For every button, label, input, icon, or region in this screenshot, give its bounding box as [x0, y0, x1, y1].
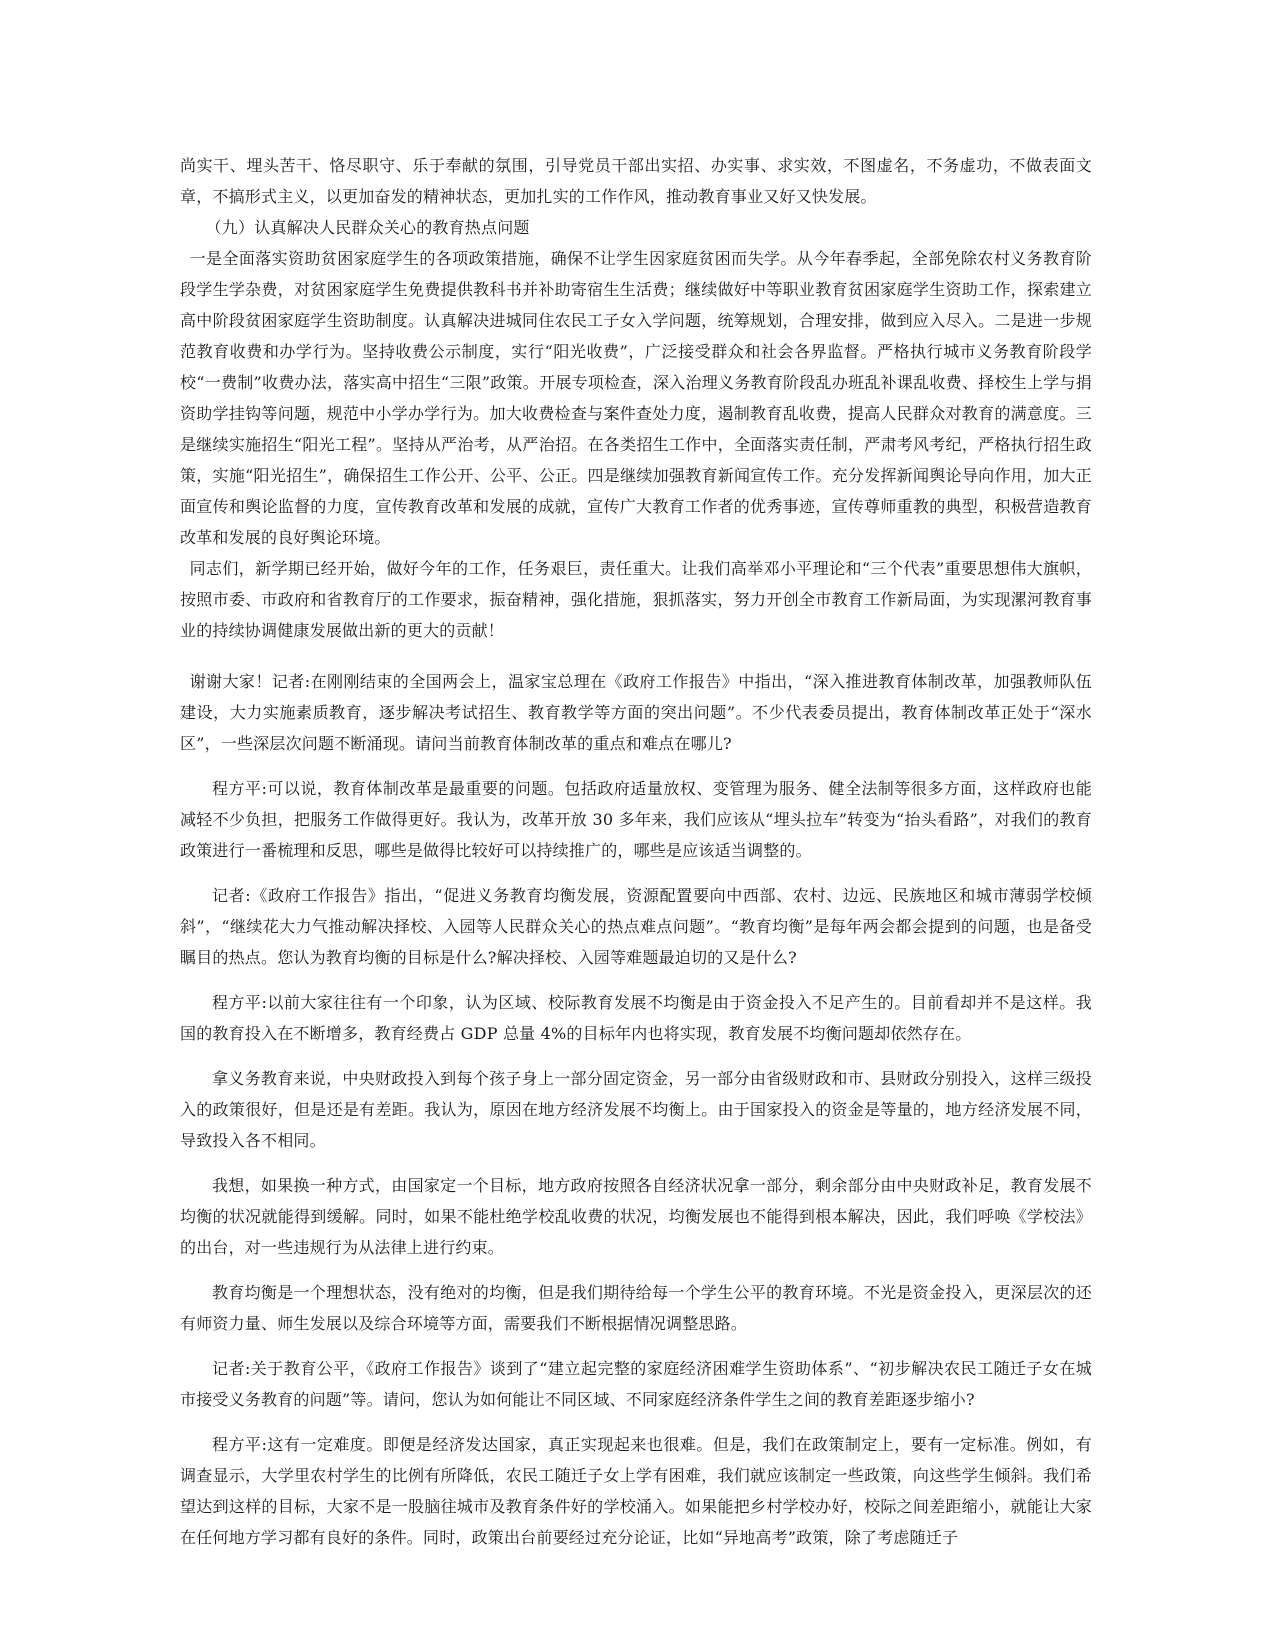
- paragraph-intro-continuation: 尚实干、埋头苦干、恪尽职守、乐于奉献的氛围，引导党员干部出实招、办实事、求实效，不图虚名，不务虚功，不做表面文章，不搞形式主义，以更加奋发的精神状态，更加扎实的工作作风，推动教育事业又好又快发展。: [180, 156, 1092, 206]
- document-page: [180, 150, 1092, 1553]
- paragraph-interview-a2-cont3: 教育均衡是一个理想状态，没有绝对的均衡，但是我们期待给每一个学生公平的教育环境。不光是资金投入，更深层次的还有师资力量、师生发展以及综合环境等方面，需要我们不断根据情况调整思路。: [180, 1283, 1092, 1333]
- paragraph-interview-a1: 程方平:可以说，教育体制改革是最重要的问题。包括政府适量放权、变管理为服务、健全法制等很多方面，这样政府也能减轻不少负担，把服务工作做得更好。我认为，改革开放 30 多年来，我们应该从“埋头拉车”转变为“抬头看路”，对我们的教育政策进行一番梳理和反思，哪些是做得比较好可以持续推广的，哪些是应该适当调整的。: [180, 779, 1092, 860]
- paragraph-interview-a2-cont1: 拿义务教育来说，中央财政投入到每个孩子身上一部分固定资金，另一部分由省级财政和市、县财政分别投入，这样三级投入的政策很好，但是还是有差距。我认为，原因在地方经济发展不均衡上。由于国家投入的资金是等量的，地方经济发展不同，导致投入各不相同。: [180, 1069, 1092, 1150]
- paragraph-interview-q1: 谢谢大家！记者:在刚刚结束的全国两会上，温家宝总理在《政府工作报告》中指出，“深入推进教育体制改革，加强教师队伍建设，大力实施素质教育，逐步解决考试招生、教育教学等方面的突出问题”。不少代表委员提出，教育体制改革正处于“深水区”，一些深层次问题不断涌现。请问当前教育体制改革的重点和难点在哪儿?: [180, 672, 1092, 753]
- paragraph-interview-q3: 记者:关于教育公平，《政府工作报告》谈到了“建立起完整的家庭经济困难学生资助体系”、“初步解决农民工随迁子女在城市接受义务教育的问题”等。请问，您认为如何能让不同区域、不同家庭经济条件学生之间的教育差距逐步缩小?: [180, 1359, 1092, 1409]
- paragraph-interview-q2: 记者:《政府工作报告》指出，“促进义务教育均衡发展，资源配置要向中西部、农村、边远、民族地区和城市薄弱学校倾斜”，“继续花大力气推动解决择校、入园等人民群众关心的热点难点问题”。“教育均衡”是每年两会都会提到的问题，也是备受瞩目的热点。您认为教育均衡的目标是什么?解决择校、入园等难题最迫切的又是什么?: [180, 886, 1092, 967]
- section-heading: （九）认真解决人民群众关心的教育热点问题: [205, 218, 530, 237]
- paragraph-interview-a2-cont2: 我想，如果换一种方式，由国家定一个目标，地方政府按照各自经济状况拿一部分，剩余部分由中央财政补足，教育发展不均衡的状况就能得到缓解。同时，如果不能杜绝学校乱收费的状况，均衡发展也不能得到根本解决，因此，我们呼唤《学校法》的出台，对一些违规行为从法律上进行约束。: [180, 1176, 1092, 1257]
- paragraph-interview-a3: 程方平:这有一定难度。即便是经济发达国家，真正实现起来也很难。但是，我们在政策制定上，要有一定标准。例如，有调查显示，大学里农村学生的比例有所降低，农民工随迁子女上学有困难，我们就应该制定一些政策，向这些学生倾斜。我们希望达到这样的目标，大家不是一股脑往城市及教育条件好的学校涌入。如果能把乡村学校办好，校际之间差距缩小，就能让大家在任何地方学习都有良好的条件。同时，政策出台前要经过充分论证，比如“异地高考”政策，除了考虑随迁子: [180, 1435, 1092, 1547]
- paragraph-interview-a2: 程方平:以前大家往往有一个印象，认为区域、校际教育发展不均衡是由于资金投入不足产生的。目前看却并不是这样。我国的教育投入在不断增多，教育经费占 GDP 总量 4%的目标年内也将实现，教育发展不均衡问题却依然存在。: [180, 993, 1092, 1043]
- paragraph-policy-measures: 一是全面落实资助贫困家庭学生的各项政策措施，确保不让学生因家庭贫困而失学。从今年春季起，全部免除农村义务教育阶段学生学杂费，对贫困家庭学生免费提供教科书并补助寄宿生生活费；继续做好中等职业教育贫困家庭学生资助工作，探索建立高中阶段贫困家庭学生资助制度。认真解决进城同住农民工子女入学问题，统筹规划，合理安排，做到应入尽入。二是进一步规范教育收费和办学行为。坚持收费公示制度，实行“阳光收费”，广泛接受群众和社会各界监督。严格执行城市义务教育阶段学校“一费制”收费办法，落实高中招生“三限”政策。开展专项检查，深入治理义务教育阶段乱办班乱补课乱收费、择校生上学与捐资助学挂钩等问题，规范中小学办学行为。加大收费检查与案件查处力度，遏制教育乱收费，提高人民群众对教育的满意度。三是继续实施招生“阳光工程”。坚持从严治考，从严治招。在各类招生工作中，全面落实责任制，严肃考风考纪，严格执行招生政策，实施“阳光招生”，确保招生工作公开、公平、公正。四是继续加强教育新闻宣传工作。充分发挥新闻舆论导向作用，加大正面宣传和舆论监督的力度，宣传教育改革和发展的成就，宣传广大教育工作者的优秀事迹，宣传尊师重教的典型，积极营造教育改革和发展的良好舆论环境。: [180, 249, 1092, 547]
- paragraph-closing: 同志们，新学期已经开始，做好今年的工作，任务艰巨，责任重大。让我们高举邓小平理论和“三个代表”重要思想伟大旗帜，按照市委、市政府和省教育厅的工作要求，振奋精神，强化措施，狠抓落实，努力开创全市教育工作新局面，为实现漯河教育事业的持续协调健康发展做出新的更大的贡献！: [180, 559, 1092, 640]
